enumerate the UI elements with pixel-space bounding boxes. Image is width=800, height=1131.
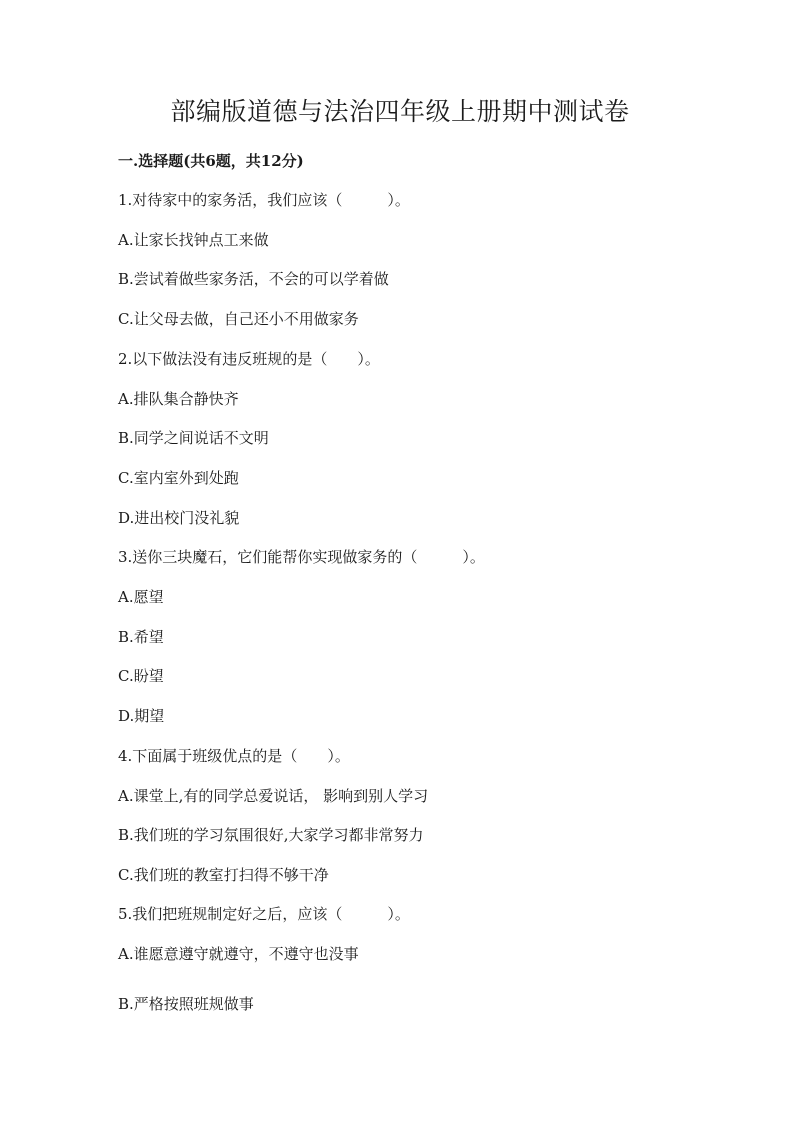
question-option: B.尝试着做些家务活，不会的可以学着做 [118,270,389,288]
question-option: D.期望 [118,707,165,725]
question-option: A.排队集合静快齐 [118,390,239,408]
question-option: B.我们班的学习氛围很好,大家学习都非常努力 [118,826,424,844]
question-option: A.愿望 [118,588,164,606]
question-option: A.谁愿意遵守就遵守，不遵守也没事 [118,945,359,963]
question-option: B.同学之间说话不文明 [118,429,269,447]
question-stem: 4.下面属于班级优点的是（ ）。 [118,747,350,765]
question-stem: 1.对待家中的家务活，我们应该（ ）。 [118,191,410,209]
question-option: B.希望 [118,628,164,646]
question-option: C.我们班的教室打扫得不够干净 [118,866,329,884]
question-option: B.严格按照班规做事 [118,995,254,1013]
question-option: D.进出校门没礼貌 [118,509,240,527]
question-stem: 2.以下做法没有违反班规的是（ ）。 [118,350,380,368]
question-stem: 5.我们把班规制定好之后，应该（ ）。 [118,905,410,923]
question-option: C.盼望 [118,667,164,685]
question-option: C.让父母去做，自己还小不用做家务 [118,310,359,328]
question-option: A.课堂上,有的同学总爱说话， 影响到别人学习 [118,787,429,805]
section-heading: 一.选择题(共6题，共12分) [118,152,304,170]
page-title: 部编版道德与法治四年级上册期中测试卷 [170,97,630,126]
question-option: A.让家长找钟点工来做 [118,231,269,249]
question-stem: 3.送你三块魔石，它们能帮你实现做家务的（ ）。 [118,548,485,566]
question-option: C.室内室外到处跑 [118,469,239,487]
